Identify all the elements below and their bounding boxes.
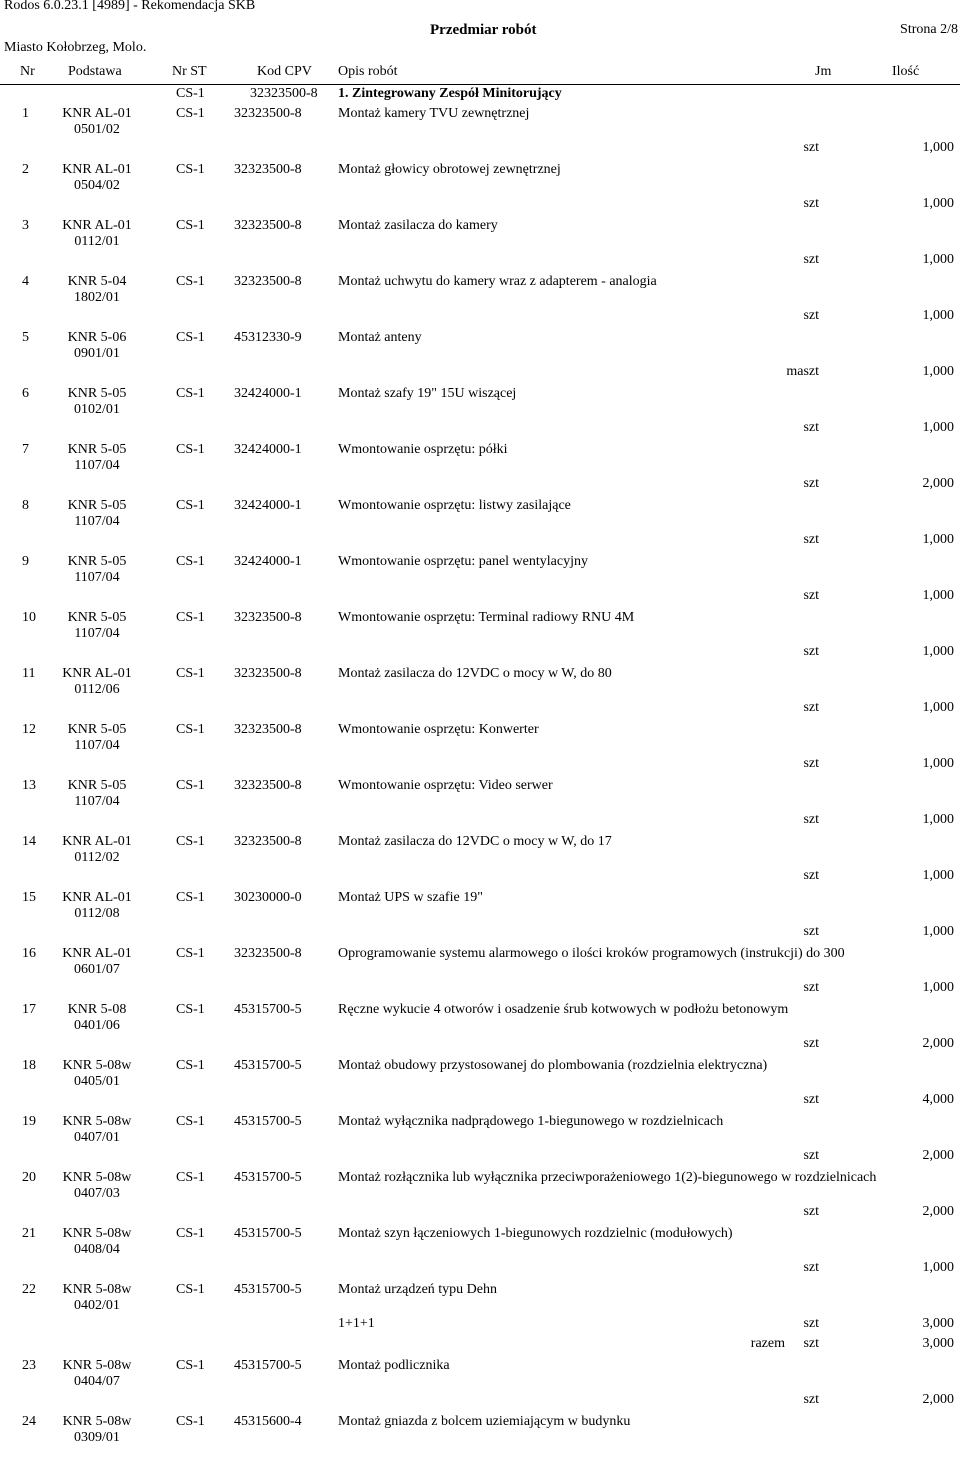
table-row bbox=[0, 722, 960, 778]
row-unit: szt bbox=[803, 644, 819, 659]
row-basis-code: KNR AL-01 bbox=[62, 162, 132, 177]
row-basis-table: 0112/06 bbox=[74, 682, 120, 697]
row-description: Montaż wyłącznika nadprądowego 1-biegunowego w rozdzielnicach bbox=[338, 1114, 724, 1129]
table-row bbox=[0, 834, 960, 890]
row-cpv: 45315700-5 bbox=[234, 1282, 302, 1297]
row-unit: szt bbox=[803, 532, 819, 547]
row-basis-code: KNR AL-01 bbox=[62, 946, 132, 961]
row-description: Montaż anteny bbox=[338, 330, 422, 345]
row-st: CS-1 bbox=[176, 330, 205, 345]
row-unit: szt bbox=[803, 1204, 819, 1219]
row-quantity: 1,000 bbox=[922, 140, 954, 155]
row-st: CS-1 bbox=[176, 498, 205, 513]
col-header-desc: Opis robót bbox=[338, 64, 398, 79]
row-unit: szt bbox=[803, 588, 819, 603]
row-description: Montaż kamery TVU zewnętrznej bbox=[338, 106, 530, 121]
row-description: Wmontowanie osprzętu: Konwerter bbox=[338, 722, 539, 737]
row-cpv: 32424000-1 bbox=[234, 554, 302, 569]
row-number: 5 bbox=[22, 330, 29, 345]
col-header-st: Nr ST bbox=[172, 64, 207, 79]
col-header-basis: Podstawa bbox=[68, 64, 122, 79]
row-unit: szt bbox=[803, 700, 819, 715]
row-quantity: 1,000 bbox=[922, 532, 954, 547]
row-unit: szt bbox=[803, 308, 819, 323]
row-number: 17 bbox=[22, 1002, 36, 1017]
row-cpv: 32323500-8 bbox=[234, 722, 302, 737]
row-total-unit: szt bbox=[803, 1336, 819, 1351]
row-description: Montaż szafy 19" 15U wiszącej bbox=[338, 386, 517, 401]
row-quantity: 1,000 bbox=[922, 1260, 954, 1275]
row-basis-code: KNR 5-05 bbox=[67, 778, 127, 793]
row-number: 23 bbox=[22, 1358, 36, 1373]
row-basis-table: 1107/04 bbox=[74, 738, 120, 753]
col-header-cpv: Kod CPV bbox=[257, 64, 312, 79]
row-calc-expression: 1+1+1 bbox=[338, 1316, 375, 1331]
row-quantity: 2,000 bbox=[922, 1204, 954, 1219]
document-title: Przedmiar robót bbox=[430, 22, 537, 38]
table-row bbox=[0, 386, 960, 442]
row-cpv: 45315700-5 bbox=[234, 1058, 302, 1073]
row-basis-table: 0112/02 bbox=[74, 850, 120, 865]
row-cpv: 45315600-4 bbox=[234, 1414, 302, 1429]
row-basis-code: KNR 5-08w bbox=[62, 1170, 132, 1185]
row-description: Montaż głowicy obrotowej zewnętrznej bbox=[338, 162, 561, 177]
row-number: 9 bbox=[22, 554, 29, 569]
row-cpv: 32323500-8 bbox=[234, 946, 302, 961]
row-unit: szt bbox=[803, 252, 819, 267]
row-cpv: 32323500-8 bbox=[234, 834, 302, 849]
row-quantity: 1,000 bbox=[922, 868, 954, 883]
table-row bbox=[0, 1002, 960, 1058]
row-quantity: 1,000 bbox=[922, 756, 954, 771]
row-total-qty: 3,000 bbox=[922, 1336, 954, 1351]
row-number: 11 bbox=[22, 666, 36, 681]
row-quantity: 1,000 bbox=[922, 924, 954, 939]
row-cpv: 32323500-8 bbox=[234, 162, 302, 177]
row-st: CS-1 bbox=[176, 1170, 205, 1185]
row-description: Montaż obudowy przystosowanej do plombowania (rozdzielnia elektryczna) bbox=[338, 1058, 768, 1073]
row-st: CS-1 bbox=[176, 162, 205, 177]
row-number: 15 bbox=[22, 890, 36, 905]
row-basis-table: 1107/04 bbox=[74, 458, 120, 473]
row-unit: szt bbox=[803, 812, 819, 827]
row-number: 4 bbox=[22, 274, 29, 289]
table-row bbox=[0, 162, 960, 218]
row-number: 20 bbox=[22, 1170, 36, 1185]
row-quantity: 1,000 bbox=[922, 196, 954, 211]
row-number: 8 bbox=[22, 498, 29, 513]
row-basis-table: 0112/08 bbox=[74, 906, 120, 921]
row-st: CS-1 bbox=[176, 834, 205, 849]
row-number: 22 bbox=[22, 1282, 36, 1297]
row-basis-table: 0901/01 bbox=[74, 346, 120, 361]
table-row bbox=[0, 498, 960, 554]
row-basis-table: 0501/02 bbox=[74, 122, 120, 137]
row-basis-table: 0601/07 bbox=[74, 962, 120, 977]
row-unit: maszt bbox=[786, 364, 819, 379]
row-quantity: 2,000 bbox=[922, 476, 954, 491]
row-basis-table: 0102/01 bbox=[74, 402, 120, 417]
location-line: Miasto Kołobrzeg, Molo. bbox=[4, 40, 147, 55]
row-description: Montaż szyn łączeniowych 1-biegunowych rozdzielnic (modułowych) bbox=[338, 1226, 733, 1241]
row-number: 7 bbox=[22, 442, 29, 457]
row-basis-code: KNR 5-05 bbox=[67, 610, 127, 625]
row-quantity: 4,000 bbox=[922, 1092, 954, 1107]
row-cpv: 32323500-8 bbox=[234, 274, 302, 289]
row-cpv: 45315700-5 bbox=[234, 1002, 302, 1017]
row-basis-table: 0112/01 bbox=[74, 234, 120, 249]
row-basis-table: 0402/01 bbox=[74, 1298, 120, 1313]
row-st: CS-1 bbox=[176, 1414, 205, 1429]
row-quantity: 1,000 bbox=[922, 420, 954, 435]
table-row bbox=[0, 1058, 960, 1114]
row-cpv: 30230000-0 bbox=[234, 890, 302, 905]
row-number: 10 bbox=[22, 610, 36, 625]
row-basis-code: KNR 5-08w bbox=[62, 1114, 132, 1129]
col-header-qty: Ilość bbox=[892, 64, 920, 79]
row-st: CS-1 bbox=[176, 946, 205, 961]
row-basis-code: KNR 5-04 bbox=[67, 274, 127, 289]
row-st: CS-1 bbox=[176, 1358, 205, 1373]
row-description: Wmontowanie osprzętu: panel wentylacyjny bbox=[338, 554, 588, 569]
row-cpv: 32424000-1 bbox=[234, 386, 302, 401]
row-description: Wmontowanie osprzętu: półki bbox=[338, 442, 508, 457]
row-basis-table: 0504/02 bbox=[74, 178, 120, 193]
table-row bbox=[0, 554, 960, 610]
row-quantity: 2,000 bbox=[922, 1036, 954, 1051]
table-row bbox=[0, 274, 960, 330]
header-divider bbox=[0, 84, 960, 85]
table-row bbox=[0, 442, 960, 498]
row-quantity: 2,000 bbox=[922, 1392, 954, 1407]
row-basis-code: KNR AL-01 bbox=[62, 666, 132, 681]
row-description: Montaż uchwytu do kamery wraz z adapterem - analogia bbox=[338, 274, 657, 289]
row-st: CS-1 bbox=[176, 890, 205, 905]
row-quantity: 1,000 bbox=[922, 308, 954, 323]
row-cpv: 45315700-5 bbox=[234, 1226, 302, 1241]
row-st: CS-1 bbox=[176, 666, 205, 681]
row-quantity: 1,000 bbox=[922, 644, 954, 659]
row-description: Montaż podlicznika bbox=[338, 1358, 450, 1373]
row-st: CS-1 bbox=[176, 218, 205, 233]
row-basis-code: KNR 5-05 bbox=[67, 386, 127, 401]
row-cpv: 45315700-5 bbox=[234, 1358, 302, 1373]
row-total-label: razem bbox=[750, 1336, 785, 1351]
row-basis-code: KNR 5-05 bbox=[67, 554, 127, 569]
row-cpv: 45315700-5 bbox=[234, 1114, 302, 1129]
row-description: Wmontowanie osprzętu: Terminal radiowy RNU 4M bbox=[338, 610, 635, 625]
row-st: CS-1 bbox=[176, 106, 205, 121]
row-basis-table: 1802/01 bbox=[74, 290, 120, 305]
row-unit: szt bbox=[803, 868, 819, 883]
row-cpv: 32323500-8 bbox=[234, 778, 302, 793]
row-st: CS-1 bbox=[176, 442, 205, 457]
row-unit: szt bbox=[803, 924, 819, 939]
row-number: 19 bbox=[22, 1114, 36, 1129]
row-cpv: 32323500-8 bbox=[234, 610, 302, 625]
row-number: 13 bbox=[22, 778, 36, 793]
table-row bbox=[0, 1282, 960, 1351]
page-indicator: Strona 2/8 bbox=[900, 22, 958, 37]
row-cpv: 45312330-9 bbox=[234, 330, 302, 345]
row-basis-code: KNR AL-01 bbox=[62, 218, 132, 233]
row-basis-table: 1107/04 bbox=[74, 794, 120, 809]
row-basis-code: KNR 5-08w bbox=[62, 1226, 132, 1241]
row-cpv: 32323500-8 bbox=[234, 218, 302, 233]
row-basis-table: 0309/01 bbox=[74, 1430, 120, 1445]
row-st: CS-1 bbox=[176, 1282, 205, 1297]
row-quantity: 1,000 bbox=[922, 588, 954, 603]
row-basis-code: KNR 5-08w bbox=[62, 1058, 132, 1073]
row-unit: szt bbox=[803, 1036, 819, 1051]
row-quantity: 2,000 bbox=[922, 1148, 954, 1163]
row-unit: szt bbox=[803, 476, 819, 491]
row-unit: szt bbox=[803, 1148, 819, 1163]
row-basis-code: KNR 5-08w bbox=[62, 1358, 132, 1373]
table-row bbox=[0, 946, 960, 1002]
row-number: 2 bbox=[22, 162, 29, 177]
row-st: CS-1 bbox=[176, 274, 205, 289]
row-basis-table: 0405/01 bbox=[74, 1074, 120, 1089]
row-basis-code: KNR AL-01 bbox=[62, 834, 132, 849]
row-description: Oprogramowanie systemu alarmowego o ilości kroków programowych (instrukcji) do 300 bbox=[338, 946, 845, 961]
row-basis-code: KNR AL-01 bbox=[62, 890, 132, 905]
table-row bbox=[0, 106, 960, 162]
row-basis-table: 0404/07 bbox=[74, 1374, 120, 1389]
row-number: 18 bbox=[22, 1058, 36, 1073]
row-basis-code: KNR 5-05 bbox=[67, 722, 127, 737]
row-st: CS-1 bbox=[176, 386, 205, 401]
table-row bbox=[0, 1358, 960, 1414]
row-st: CS-1 bbox=[176, 1002, 205, 1017]
col-header-nr: Nr bbox=[20, 64, 35, 79]
table-row bbox=[0, 666, 960, 722]
row-basis-code: KNR 5-08w bbox=[62, 1414, 132, 1429]
row-basis-table: 0407/03 bbox=[74, 1186, 120, 1201]
row-basis-code: KNR AL-01 bbox=[62, 106, 132, 121]
row-cpv: 45315700-5 bbox=[234, 1170, 302, 1185]
col-header-unit: Jm bbox=[815, 64, 832, 79]
row-description: Montaż gniazda z bolcem uziemiającym w budynku bbox=[338, 1414, 631, 1429]
row-number: 24 bbox=[22, 1414, 36, 1429]
row-number: 14 bbox=[22, 834, 36, 849]
row-basis-code: KNR 5-08 bbox=[67, 1002, 127, 1017]
row-number: 16 bbox=[22, 946, 36, 961]
table-row bbox=[0, 890, 960, 946]
table-row bbox=[0, 1114, 960, 1170]
row-number: 12 bbox=[22, 722, 36, 737]
row-basis-code: KNR 5-06 bbox=[67, 330, 127, 345]
section-st: CS-1 bbox=[176, 86, 205, 101]
row-basis-code: KNR 5-05 bbox=[67, 442, 127, 457]
row-number: 1 bbox=[22, 106, 29, 121]
row-basis-table: 0401/06 bbox=[74, 1018, 120, 1033]
row-quantity: 1,000 bbox=[922, 812, 954, 827]
row-cpv: 32424000-1 bbox=[234, 498, 302, 513]
row-st: CS-1 bbox=[176, 1114, 205, 1129]
table-row bbox=[0, 330, 960, 386]
row-description: Montaż urządzeń typu Dehn bbox=[338, 1282, 497, 1297]
row-quantity: 1,000 bbox=[922, 364, 954, 379]
row-number: 3 bbox=[22, 218, 29, 233]
row-cpv: 32323500-8 bbox=[234, 106, 302, 121]
row-quantity: 1,000 bbox=[922, 980, 954, 995]
section-title: 1. Zintegrowany Zespół Minitorujący bbox=[338, 86, 562, 101]
table-row bbox=[0, 778, 960, 834]
row-quantity: 1,000 bbox=[922, 252, 954, 267]
row-description: Montaż zasilacza do kamery bbox=[338, 218, 498, 233]
row-basis-table: 0408/04 bbox=[74, 1242, 120, 1257]
row-unit: szt bbox=[803, 1092, 819, 1107]
app-line: Rodos 6.0.23.1 [4989] - Rekomendacja SKB bbox=[4, 0, 256, 13]
row-calc-unit: szt bbox=[803, 1316, 819, 1331]
row-st: CS-1 bbox=[176, 722, 205, 737]
row-description: Montaż UPS w szafie 19" bbox=[338, 890, 483, 905]
row-unit: szt bbox=[803, 980, 819, 995]
row-unit: szt bbox=[803, 1260, 819, 1275]
row-basis-table: 0407/01 bbox=[74, 1130, 120, 1145]
row-st: CS-1 bbox=[176, 778, 205, 793]
table-row bbox=[0, 610, 960, 666]
row-st: CS-1 bbox=[176, 554, 205, 569]
table-row bbox=[0, 218, 960, 274]
row-description: Ręczne wykucie 4 otworów i osadzenie śrub kotwowych w podłożu betonowym bbox=[338, 1002, 789, 1017]
row-basis-table: 1107/04 bbox=[74, 626, 120, 641]
row-unit: szt bbox=[803, 140, 819, 155]
row-number: 21 bbox=[22, 1226, 36, 1241]
row-cpv: 32424000-1 bbox=[234, 442, 302, 457]
row-description: Montaż rozłącznika lub wyłącznika przeciwporażeniowego 1(2)-biegunowego w rozdzielnicach bbox=[338, 1170, 877, 1185]
row-quantity: 1,000 bbox=[922, 700, 954, 715]
row-basis-table: 1107/04 bbox=[74, 570, 120, 585]
row-st: CS-1 bbox=[176, 1226, 205, 1241]
row-basis-code: KNR 5-05 bbox=[67, 498, 127, 513]
row-cpv: 32323500-8 bbox=[234, 666, 302, 681]
row-description: Wmontowanie osprzętu: listwy zasilające bbox=[338, 498, 571, 513]
section-cpv: 32323500-8 bbox=[250, 86, 318, 101]
table-row bbox=[0, 1414, 960, 1470]
table-row bbox=[0, 1226, 960, 1282]
table-row bbox=[0, 1170, 960, 1226]
row-st: CS-1 bbox=[176, 1058, 205, 1073]
row-unit: szt bbox=[803, 196, 819, 211]
row-calc-qty: 3,000 bbox=[922, 1316, 954, 1331]
row-number: 6 bbox=[22, 386, 29, 401]
row-st: CS-1 bbox=[176, 610, 205, 625]
row-basis-code: KNR 5-08w bbox=[62, 1282, 132, 1297]
row-description: Montaż zasilacza do 12VDC o mocy w W, do 80 bbox=[338, 666, 612, 681]
row-basis-table: 1107/04 bbox=[74, 514, 120, 529]
row-unit: szt bbox=[803, 420, 819, 435]
row-description: Montaż zasilacza do 12VDC o mocy w W, do 17 bbox=[338, 834, 612, 849]
row-unit: szt bbox=[803, 1392, 819, 1407]
row-description: Wmontowanie osprzętu: Video serwer bbox=[338, 778, 553, 793]
row-unit: szt bbox=[803, 756, 819, 771]
